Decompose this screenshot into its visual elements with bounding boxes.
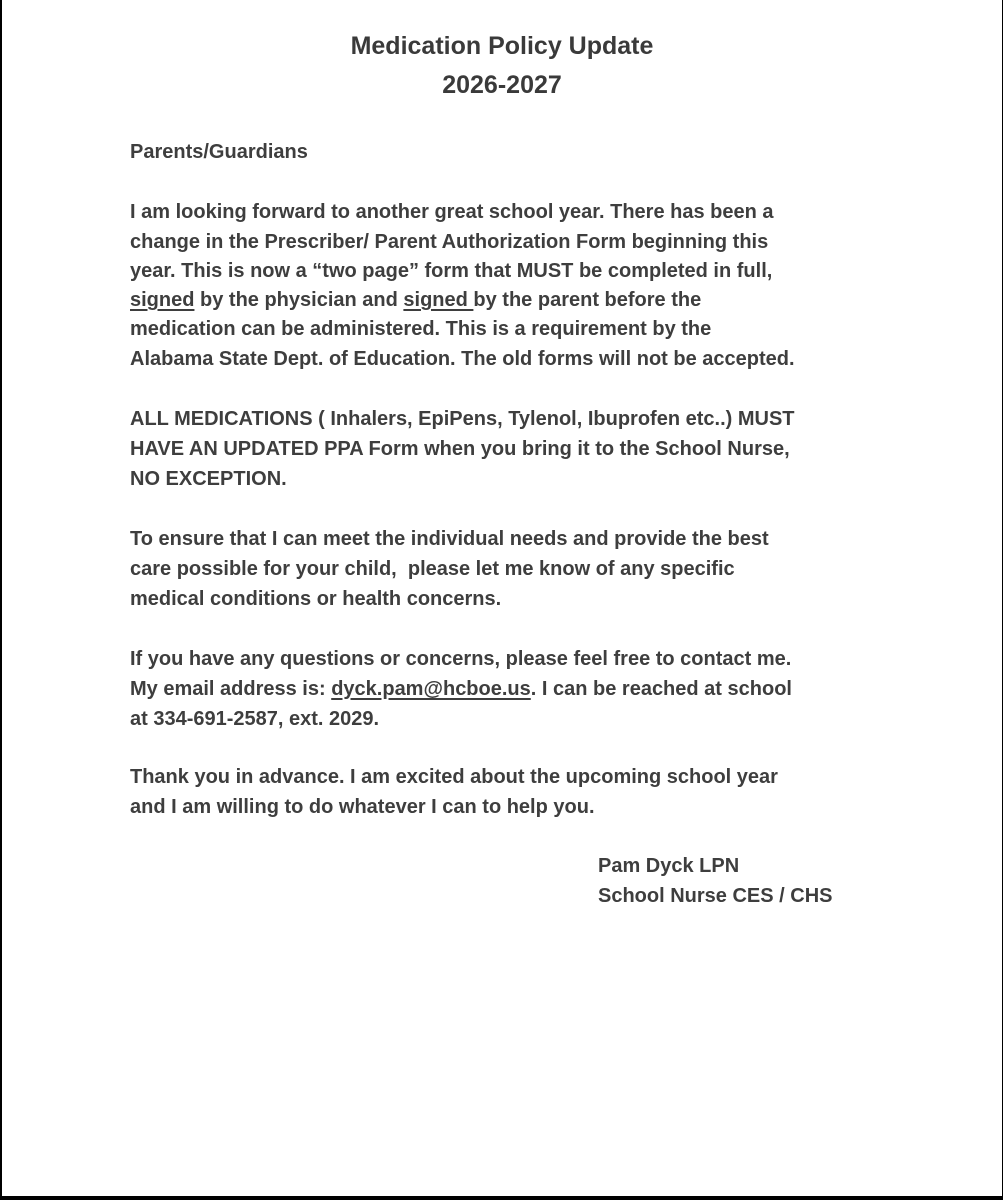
paragraph-line: change in the Prescriber/ Parent Authorization Form beginning this (130, 231, 769, 253)
paragraph-line (130, 674, 792, 704)
letter-page (2, 0, 1002, 1196)
paragraph-line: HAVE AN UPDATED PPA Form when you bring it to the School Nurse, (130, 438, 790, 460)
greeting: Parents/Guardians (130, 141, 308, 163)
paragraph-text: . I can be reached at school (530, 678, 792, 700)
page-title: Medication Policy Update (350, 32, 654, 60)
paragraph-line: To ensure that I can meet the individual needs and provide the best (130, 528, 769, 550)
paragraph-line (130, 285, 701, 315)
paragraph-line: medical conditions or health concerns. (130, 588, 502, 610)
paragraph-line: I am looking forward to another great school year. There has been a (130, 201, 774, 223)
signature-role: School Nurse CES / CHS (598, 885, 833, 907)
paragraph-line: care possible for your child, please let me know of any specific (130, 558, 735, 580)
paragraph-text: by the parent before the (473, 289, 702, 311)
phone-line: at 334-691-2587, ext. 2029. (130, 708, 380, 730)
email-link[interactable]: dyck.pam@hcboe.us (331, 678, 531, 700)
paragraph-line: If you have any questions or concerns, please feel free to contact me. (130, 648, 792, 670)
school-year: 2026-2027 (442, 71, 562, 99)
paragraph-text: by the physician and (194, 289, 404, 311)
paragraph-line: Thank you in advance. I am excited about the upcoming school year (130, 766, 778, 788)
signature-name: Pam Dyck LPN (598, 855, 740, 877)
signed-emphasis: signed (130, 289, 195, 311)
paragraph-line: medication can be administered. This is a requirement by the (130, 318, 712, 340)
paragraph-line: Alabama State Dept. of Education. The old forms will not be accepted. (130, 348, 795, 370)
paragraph-text: My email address is: (130, 678, 332, 700)
paragraph-line: year. This is now a “two page” form that MUST be completed in full, (130, 260, 773, 282)
signed-emphasis: signed (403, 289, 474, 311)
paragraph-line: and I am willing to do whatever I can to help you. (130, 796, 595, 818)
paragraph-line: NO EXCEPTION. (130, 468, 287, 490)
paragraph-line: ALL MEDICATIONS ( Inhalers, EpiPens, Tylenol, Ibuprofen etc..) MUST (130, 408, 795, 430)
